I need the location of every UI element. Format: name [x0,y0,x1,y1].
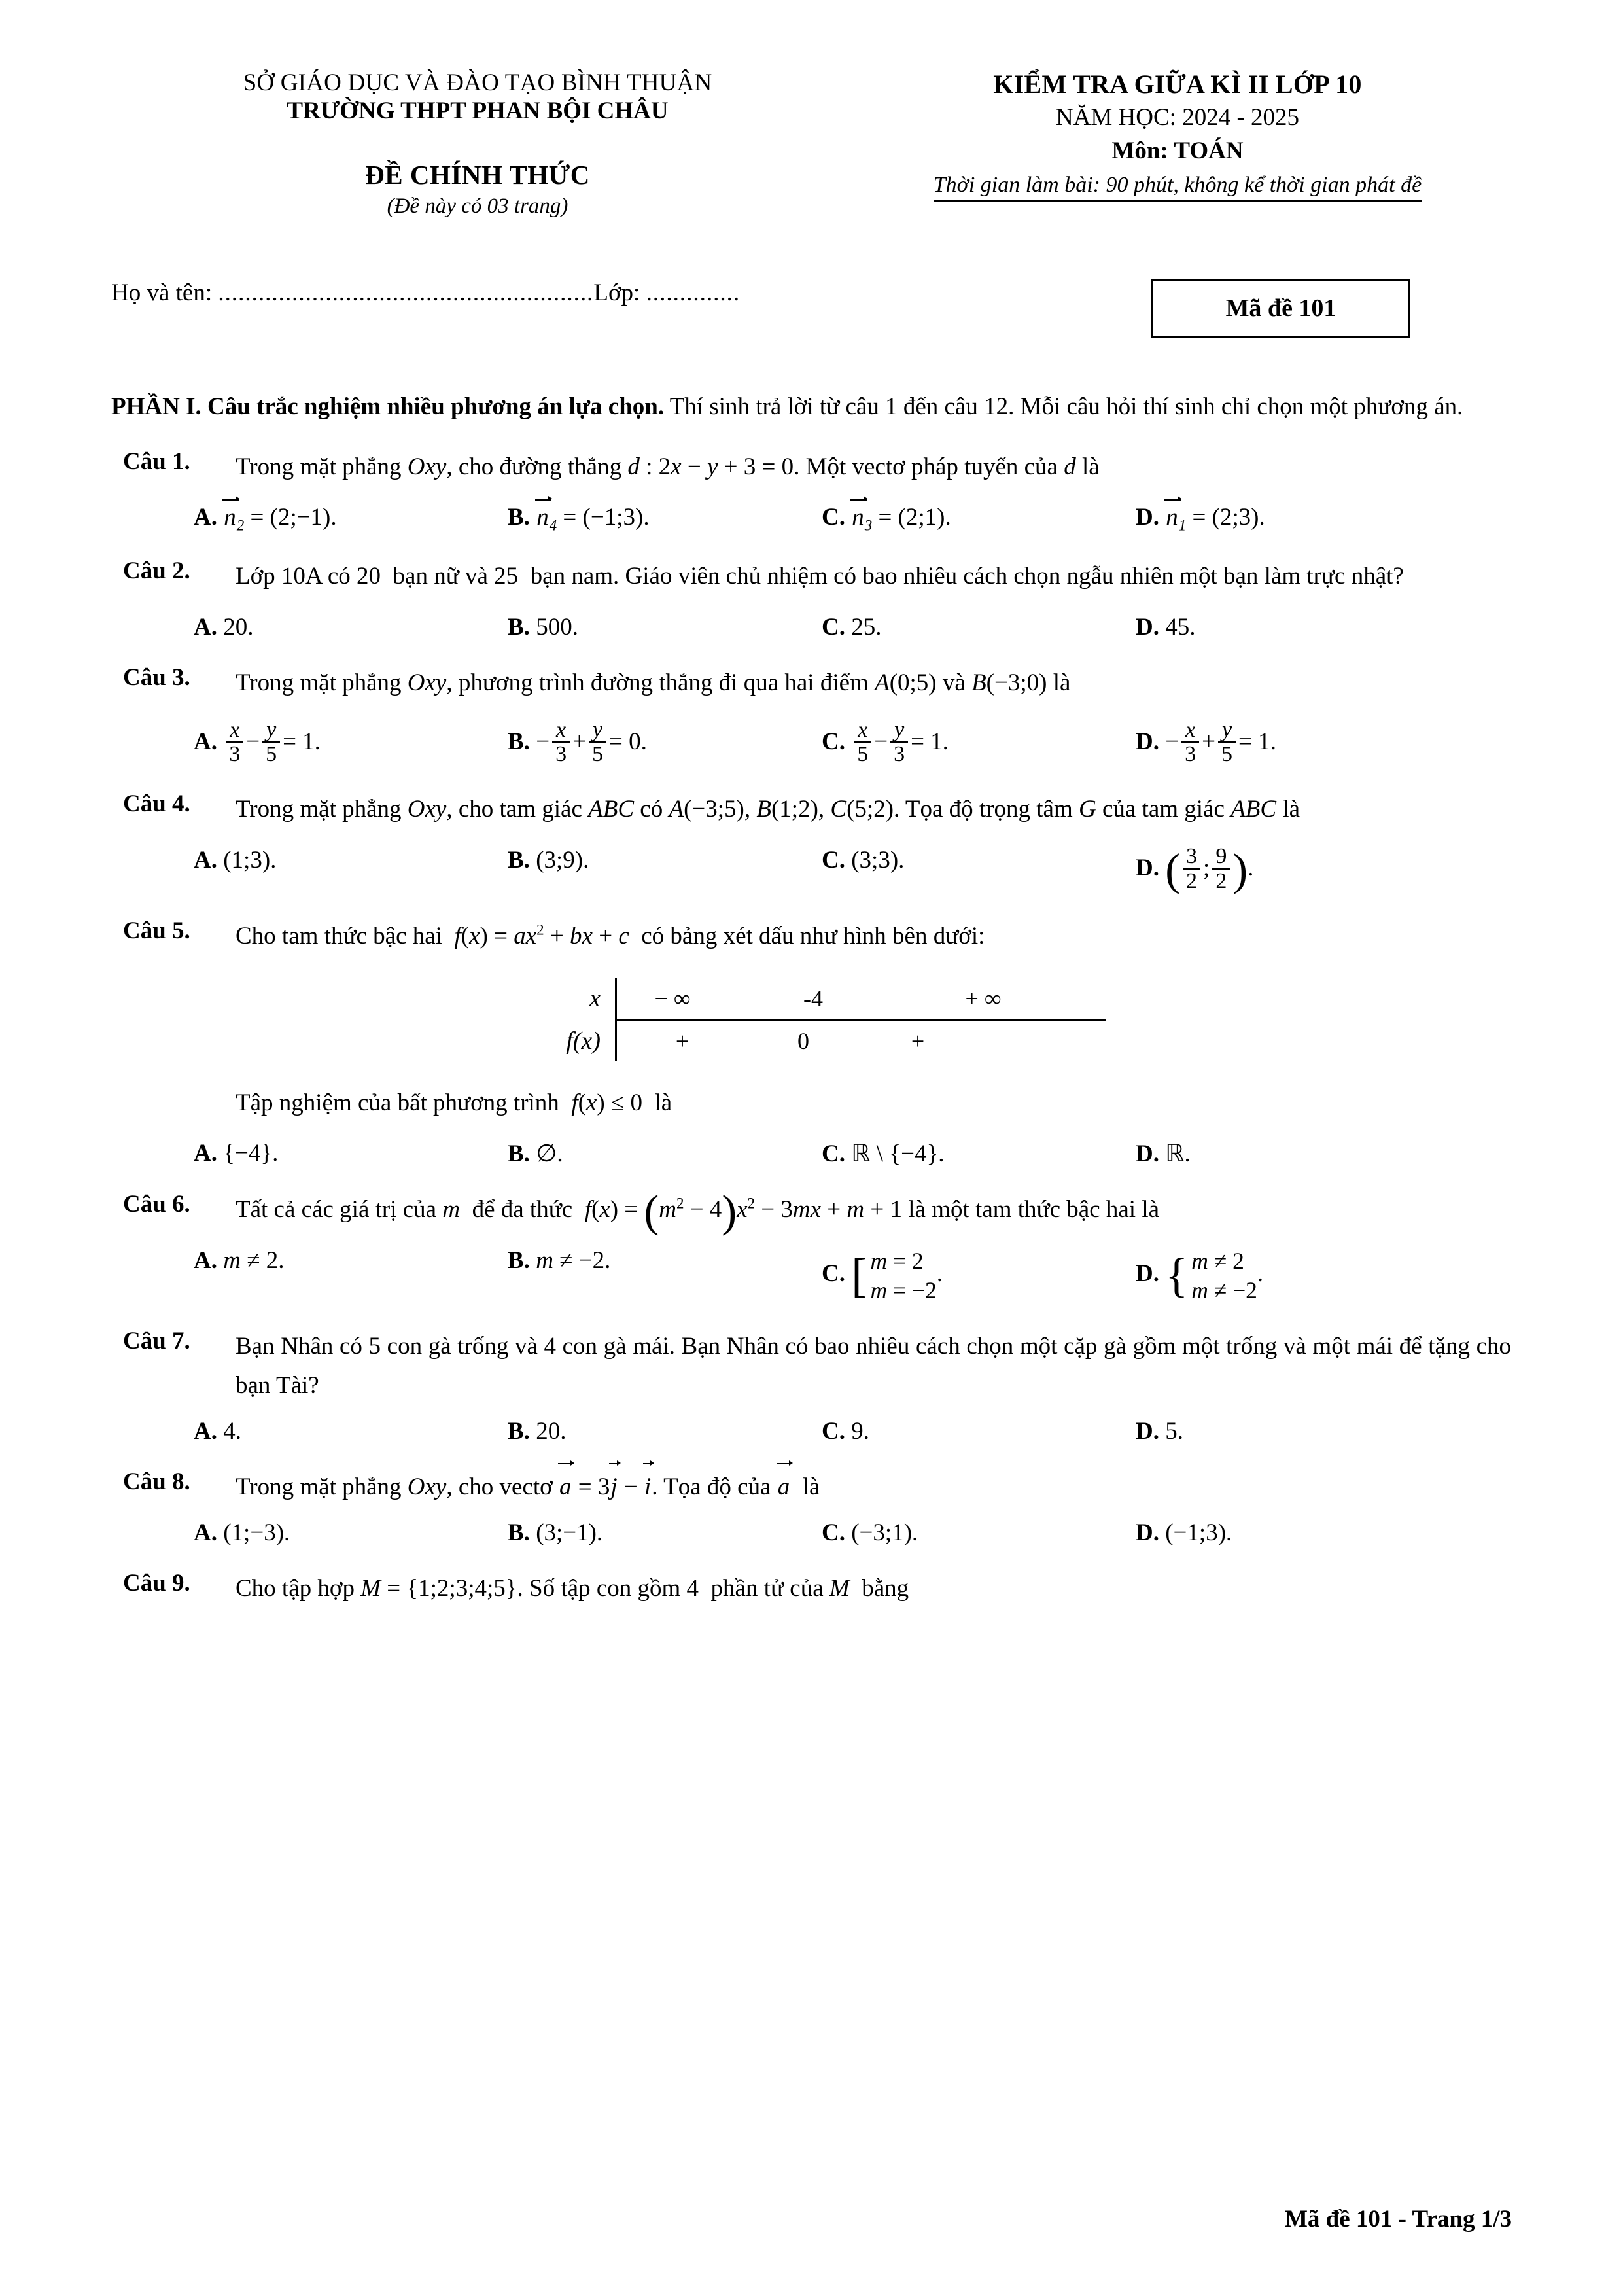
question-9-label: Câu 9. [123,1569,190,1597]
exam-title: KIỂM TRA GIỮA KÌ II LỚP 10 [993,69,1362,99]
class-dots[interactable]: .............. [646,279,741,306]
document-header [111,69,1511,219]
answer-3-A[interactable]: A. $\frac{x}{3}$ − $\frac{y}{5}$ = 1. [194,717,321,767]
answer-2-A[interactable]: A. 20. [194,613,254,641]
question-1 [111,448,1511,487]
answer-3-C[interactable]: C. $\frac{x}{5}$ − $\frac{y}{3}$ = 1. [822,717,949,767]
page-footer: Mã đề 101 - Trang 1/3 [1284,2206,1512,2233]
question-1-stem: Trong mặt phẳng Oxy, cho đường thẳng d : 2x − y + 3 = 0. Một vectơ pháp tuyến của d là [236,453,1100,480]
sign-table-x-cell-2: + ∞ [965,985,1002,1012]
question-5-stem-2: Tập nghiệm của bất phương trình f(x) ≤ 0 là [236,1089,672,1116]
question-7-answers [111,1417,1511,1445]
answer-6-A[interactable]: A. m ≠ 2. [194,1247,285,1275]
department-name: SỞ GIÁO DỤC VÀ ĐÀO TẠO BÌNH THUẬN [243,69,712,96]
school-name: TRƯỜNG THPT PHAN BỘI CHÂU [287,97,669,124]
question-2-label: Câu 2. [123,557,190,584]
question-8 [111,1468,1511,1507]
answer-8-D[interactable]: D. (−1;3). [1136,1519,1232,1546]
answer-2-C[interactable]: C. 25. [822,613,882,641]
student-name-line [111,279,1132,307]
question-1-label: Câu 1. [123,448,190,475]
page-count-note: (Đề này có 03 trang) [387,194,568,218]
answer-7-C[interactable]: C. 9. [822,1418,869,1445]
answer-6-D[interactable]: D. { m ≠ 2 m ≠ −2 . [1136,1248,1264,1303]
answer-5-B[interactable]: B. ∅. [508,1140,563,1168]
subject: Môn: TOÁN [1111,137,1244,164]
answer-5-D[interactable]: D. ℝ. [1136,1140,1191,1168]
question-5-answers [111,1139,1511,1168]
question-4-label: Câu 4. [123,790,190,818]
answer-5-C[interactable]: C. ℝ \ {−4}. [822,1140,945,1168]
answer-7-D[interactable]: D. 5. [1136,1418,1183,1445]
header-left-block [111,69,844,219]
student-info-row [111,279,1511,338]
question-5 [111,917,1511,956]
sign-table-row-fx [517,1021,1106,1061]
sign-table-fx-cell-2: + [911,1027,925,1054]
question-8-label: Câu 8. [123,1468,190,1496]
answer-4-D[interactable]: D. ( $\frac{3}{2}$ ; $\frac{9}{2}$ ). [1136,844,1254,895]
question-2 [111,557,1511,596]
answer-2-D[interactable]: D. 45. [1136,613,1196,641]
answer-5-A[interactable]: A. {−4}. [194,1140,279,1167]
school-year: NĂM HỌC: 2024 - 2025 [1055,104,1300,131]
answer-4-B[interactable]: B. (3;9). [508,847,589,874]
sign-table-fx-cell-1: 0 [797,1027,809,1054]
duration-note: Thời gian làm bài: 90 phút, không kể thời gian phát đề [934,173,1422,202]
header-right-block [844,69,1511,219]
question-6 [111,1186,1511,1237]
answer-3-D[interactable]: D. − $\frac{x}{3}$ + $\frac{y}{5}$ = 1. [1136,717,1276,767]
name-label: Họ và tên: [111,279,213,306]
sign-table-fx-cell-0: + [675,1027,689,1054]
part-1-heading: PHẦN I. Câu trắc nghiệm nhiều phương án lựa chọn. [111,393,665,420]
sign-table-x-cell-1: -4 [803,985,823,1012]
question-2-answers [111,613,1511,641]
question-3 [111,663,1511,703]
question-2-stem: Lớp 10A có 20 bạn nữ và 25 bạn nam. Giáo viên chủ nhiệm có bao nhiêu cách chọn ngẫu nhiên một bạn làm trực nhật? [236,562,1404,590]
answer-1-B[interactable]: B. $n_4$ = (−1;3). [508,504,650,534]
exam-code-box [1151,279,1410,338]
answer-3-B[interactable]: B. − $\frac{x}{3}$ + $\frac{y}{5}$ = 0. [508,717,647,767]
question-9 [111,1569,1511,1608]
question-8-stem: Trong mặt phẳng Oxy, cho vectơ a = 3j − i. Tọa độ của a là [236,1468,1511,1507]
question-5-stem: Cho tam thức bậc hai $f(x) = ax^2$ + bx + c có bảng xét dấu như hình bên dưới: [236,921,985,949]
question-7 [111,1327,1511,1405]
answer-8-C[interactable]: C. (−3;1). [822,1519,918,1546]
exam-code-label: Mã đề 101 [1225,294,1336,322]
answer-1-D[interactable]: D. $n_1$ = (2;3). [1136,504,1265,534]
question-1-answers [111,503,1511,534]
question-3-label: Câu 3. [123,663,190,691]
answer-6-C[interactable]: C. [ m = 2 m = −2 . [822,1248,943,1303]
answer-7-A[interactable]: A. 4. [194,1418,241,1445]
question-7-stem: Bạn Nhân có 5 con gà trống và 4 con gà mái. Bạn Nhân có bao nhiêu cách chọn một cặp gà gồm một trống và một mái để tặng cho bạn Tài? [236,1333,1511,1400]
question-7-label: Câu 7. [123,1328,190,1355]
answer-4-C[interactable]: C. (3;3). [822,847,905,874]
question-6-answers [111,1246,1511,1305]
question-5-part2 [111,1084,1511,1123]
answer-7-B[interactable]: B. 20. [508,1418,567,1445]
question-5-label: Câu 5. [123,917,190,944]
question-4-stem: Trong mặt phẳng Oxy, cho tam giác ABC có A(−3;5), B(1;2), C(5;2). Tọa độ trọng tâm G của tam giác ABC là [236,796,1300,823]
sign-table-row-x [517,978,1106,1019]
sign-table-x-cell-0: − ∞ [654,985,691,1012]
question-3-stem: Trong mặt phẳng Oxy, phương trình đường thẳng đi qua hai điểm A(0;5) và B(−3;0) là [236,669,1071,696]
question-3-answers [111,717,1511,768]
name-dots[interactable]: ........................................................ [218,279,594,306]
class-label: Lớp: [593,279,640,306]
answer-1-C[interactable]: C. $n_3$ = (2;1). [822,504,951,534]
answer-6-B[interactable]: B. m ≠ −2. [508,1247,611,1275]
part-1-text: Thí sinh trả lời từ câu 1 đến câu 12. Mỗi câu hỏi thí sinh chỉ chọn một phương án. [664,393,1463,420]
answer-1-A[interactable]: A. $n_2$ = (2;−1). [194,504,337,534]
official-exam-label: ĐỀ CHÍNH THỨC [365,160,590,190]
question-4-answers [111,846,1511,894]
question-8-answers [111,1519,1511,1547]
question-4 [111,790,1511,829]
sign-table-label-fx: f(x) [566,1027,601,1055]
question-6-label: Câu 6. [123,1191,190,1218]
sign-table-label-x: x [589,984,601,1012]
question-9-stem: Cho tập hợp M = {1;2;3;4;5}. Số tập con gồm 4 phần tử của M bằng [236,1574,909,1602]
answer-8-A[interactable]: A. (1;−3). [194,1519,290,1546]
answer-8-B[interactable]: B. (3;−1). [508,1519,603,1546]
sign-table [517,978,1106,1061]
part-1-instructions [111,389,1511,425]
answer-2-B[interactable]: B. 500. [508,613,578,641]
answer-4-A[interactable]: A. (1;3). [194,847,277,874]
question-6-stem: Tất cả các giá trị của m để đa thức $f(x) = (m^2 - 4)x^2 - 3mx + m + 1$ là một tam thức bậc hai là [236,1186,1160,1237]
